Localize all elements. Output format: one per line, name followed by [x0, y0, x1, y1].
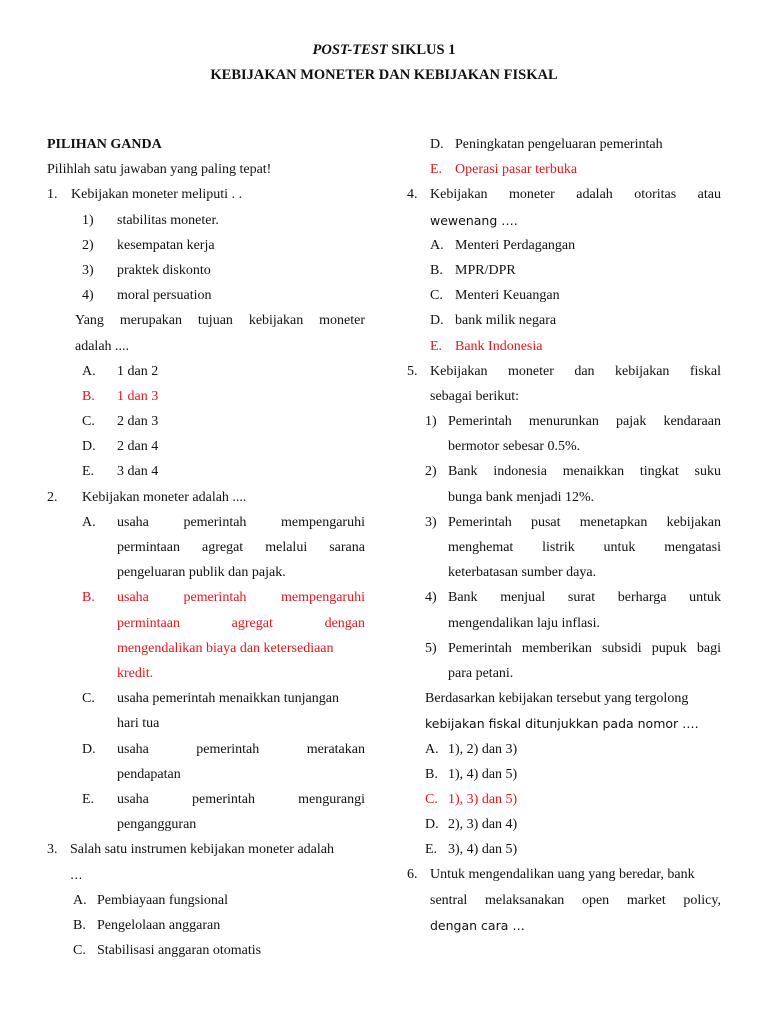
question-6-stem-2: [430, 888, 721, 913]
question-5-option-3: C. 1), 3) dan 5): [425, 791, 518, 807]
word: usaha: [117, 791, 149, 807]
question-2: 2. Kebijakan moneter adalah ....: [47, 489, 247, 505]
question-5-follow: Berdasarkan kebijakan tersebut yang tergolong: [425, 691, 689, 707]
question-3: 3. Salah satu instrumen kebijakan moneter adalah: [47, 842, 334, 858]
word: mengurangi: [298, 791, 365, 807]
word: meratakan: [306, 741, 365, 757]
word: pajak: [616, 414, 647, 430]
question-5-item-2: 2) Bank indonesia menaikkan tingkat suku bunga bank menjadi 12%.: [407, 459, 721, 509]
word: untuk: [603, 540, 636, 555]
question-5: 5. Kebijakan moneter dan kebijakan fiskal: [407, 359, 721, 384]
word: kebijakan: [666, 514, 721, 530]
word: kebijakan: [248, 313, 304, 329]
question-5-item-5: 5) Pemerintah memberikan subsidi pupuk bagi para petani.: [407, 636, 721, 686]
word: mempengaruhi: [281, 590, 365, 606]
word: merupakan: [119, 313, 183, 329]
word: permintaan: [117, 540, 180, 555]
question-4: 4. Kebijakan moneter adalah otoritas atau: [407, 182, 721, 207]
word: fiskal: [689, 363, 721, 379]
word: market: [626, 892, 666, 908]
question-3-option-3: C. Stabilisasi anggaran otomatis: [73, 943, 262, 958]
question-2-option-c: C. usaha pemerintah menaikkan tunjangan hari tua: [82, 691, 339, 732]
word: pusat: [530, 514, 561, 530]
word: sarana: [329, 540, 365, 555]
word: berharga: [617, 590, 667, 606]
instruction-text: Pilihlah satu jawaban yang paling tepat!: [47, 162, 272, 178]
document-title: POST-TEST SIKLUS 1: [312, 42, 456, 58]
word: untuk: [689, 590, 721, 606]
word: pemerintah: [183, 514, 247, 530]
question-2-option-d: D. usaha pemerintah meratakan pendapatan: [47, 737, 365, 787]
word: agregat: [231, 615, 273, 631]
word: pemerintah: [192, 791, 255, 807]
word: Yang: [75, 313, 104, 329]
question-3-option-cont-1: D. Peningkatan pengeluaran pemerintah: [430, 137, 663, 152]
question-1-item-4: 4) moral persuation: [82, 288, 212, 304]
word: Pemerintah: [448, 514, 512, 530]
question-3-option-1: A. Pembiayaan fungsional: [73, 892, 229, 908]
question-5-stem-2: sebagai berikut:: [430, 388, 520, 404]
right-column: [407, 132, 721, 938]
question-4-option-2: B. MPR/DPR: [430, 262, 516, 278]
word: kebijakan: [614, 363, 670, 379]
word: atau: [697, 187, 721, 203]
question-6-stem-3: dengan cara …: [430, 917, 525, 933]
word: permintaan: [117, 615, 180, 631]
word: Kebijakan: [430, 187, 488, 203]
word: dan: [574, 363, 595, 379]
question-5-option-5: E. 3), 4) dan 5): [425, 842, 518, 858]
word: policy,: [683, 892, 721, 908]
question-5-option-2: B. 1), 4) dan 5): [425, 766, 518, 782]
section-heading: PILIHAN GANDA: [47, 137, 162, 152]
question-2-option-e: E. usaha pemerintah mengurangi pengangguran: [47, 787, 365, 837]
word: adalah: [576, 187, 613, 203]
word: mempengaruhi: [281, 514, 365, 530]
question-1-option-2: B. 1 dan 3: [82, 388, 159, 404]
question-4-option-1: A. Menteri Perdagangan: [430, 237, 576, 253]
word: Kebijakan: [430, 363, 488, 379]
word: dengan: [324, 615, 365, 631]
question-2-option-a: A. usaha pemerintah mempengaruhi permintaan agregat melalui sarana pengeluaran publik dan pajak.: [47, 510, 365, 586]
question-5-follow-2: kebijakan fiskal ditunjukkan pada nomor ….: [425, 716, 699, 732]
word: menghemat: [448, 540, 514, 555]
word: moneter: [319, 313, 365, 329]
question-4-option-3: C. Menteri Keuangan: [430, 288, 560, 304]
question-1: 1. Kebijakan moneter meliputi . .: [47, 187, 243, 203]
word: surat: [567, 590, 596, 606]
left-column: [47, 132, 365, 963]
word: Bank: [448, 464, 478, 480]
word: pemerintah: [183, 590, 247, 606]
word: suku: [694, 464, 721, 480]
word: menjual: [500, 590, 546, 606]
word: menaikkan: [562, 464, 625, 480]
question-1-item-2: 2) kesempatan kerja: [82, 237, 215, 253]
word: kendaraan: [663, 414, 721, 430]
question-1-follow: [75, 308, 365, 333]
question-5-item-1: 1) Pemerintah menurunkan pajak kendaraan bermotor sebesar 0.5%.: [407, 409, 721, 459]
question-4-option-4: D. bank milik negara: [430, 313, 557, 329]
word: subsidi: [601, 640, 642, 656]
question-3-option-2: B. Pengelolaan anggaran: [73, 917, 221, 933]
word: sentral: [430, 892, 468, 908]
word: usaha: [117, 590, 149, 606]
question-4-stem-2: wewenang ….: [430, 212, 518, 228]
word: otoritas: [634, 187, 677, 203]
word: open: [581, 892, 610, 908]
word: mengatasi: [664, 540, 721, 555]
question-1-option-1: A. 1 dan 2: [82, 363, 159, 379]
word: usaha: [117, 741, 149, 757]
question-4-option-5: E. Bank Indonesia: [430, 338, 543, 354]
question-5-option-1: A. 1), 2) dan 3): [425, 741, 518, 757]
question-1-item-1: 1) stabilitas moneter.: [82, 212, 219, 228]
word: menurunkan: [528, 414, 599, 430]
word: listrik: [542, 540, 575, 555]
word: moneter: [507, 363, 554, 379]
word: melaksanakan: [485, 892, 565, 908]
word: pemerintah: [196, 741, 260, 757]
word: tujuan: [197, 313, 233, 329]
word: usaha: [117, 514, 149, 530]
word: indonesia: [493, 464, 547, 480]
question-3-option-cont-2: E. Operasi pasar terbuka: [430, 162, 578, 178]
word: agregat: [202, 540, 244, 555]
word: Bank: [448, 590, 478, 606]
question-2-option-b: B. usaha pemerintah mempengaruhi permintaan agregat dengan mengendalikan biaya dan ketersediaan kredit.: [47, 585, 365, 686]
question-5-item-3: 3) Pemerintah pusat menetapkan kebijakan menghemat listrik untuk mengatasi keterbatasan sumber daya.: [407, 510, 721, 586]
question-6: 6. Untuk mengendalikan uang yang beredar, bank: [407, 867, 695, 883]
question-1-option-4: D. 2 dan 4: [82, 439, 159, 455]
word: menetapkan: [579, 514, 648, 530]
question-5-item-4: 4) Bank menjual surat berharga untuk mengendalikan laju inflasi.: [407, 585, 721, 635]
word: melalui: [265, 540, 308, 555]
word: Pemerintah: [448, 640, 512, 656]
word: bagi: [696, 640, 721, 656]
word: tingkat: [639, 464, 679, 480]
question-1-item-3: 3) praktek diskonto: [82, 262, 211, 278]
question-1-option-5: E. 3 dan 4: [82, 464, 159, 480]
word: pupuk: [651, 640, 687, 656]
question-5-option-4: D. 2), 3) dan 4): [425, 817, 518, 833]
word: moneter: [508, 187, 555, 203]
question-3-dots: …: [70, 867, 83, 883]
question-1-option-3: C. 2 dan 3: [82, 414, 159, 430]
document-subtitle: KEBIJAKAN MONETER DAN KEBIJAKAN FISKAL: [210, 67, 558, 83]
question-1-follow-2: adalah ....: [75, 338, 130, 354]
word: memberikan: [521, 640, 592, 656]
word: Pemerintah: [448, 414, 512, 430]
